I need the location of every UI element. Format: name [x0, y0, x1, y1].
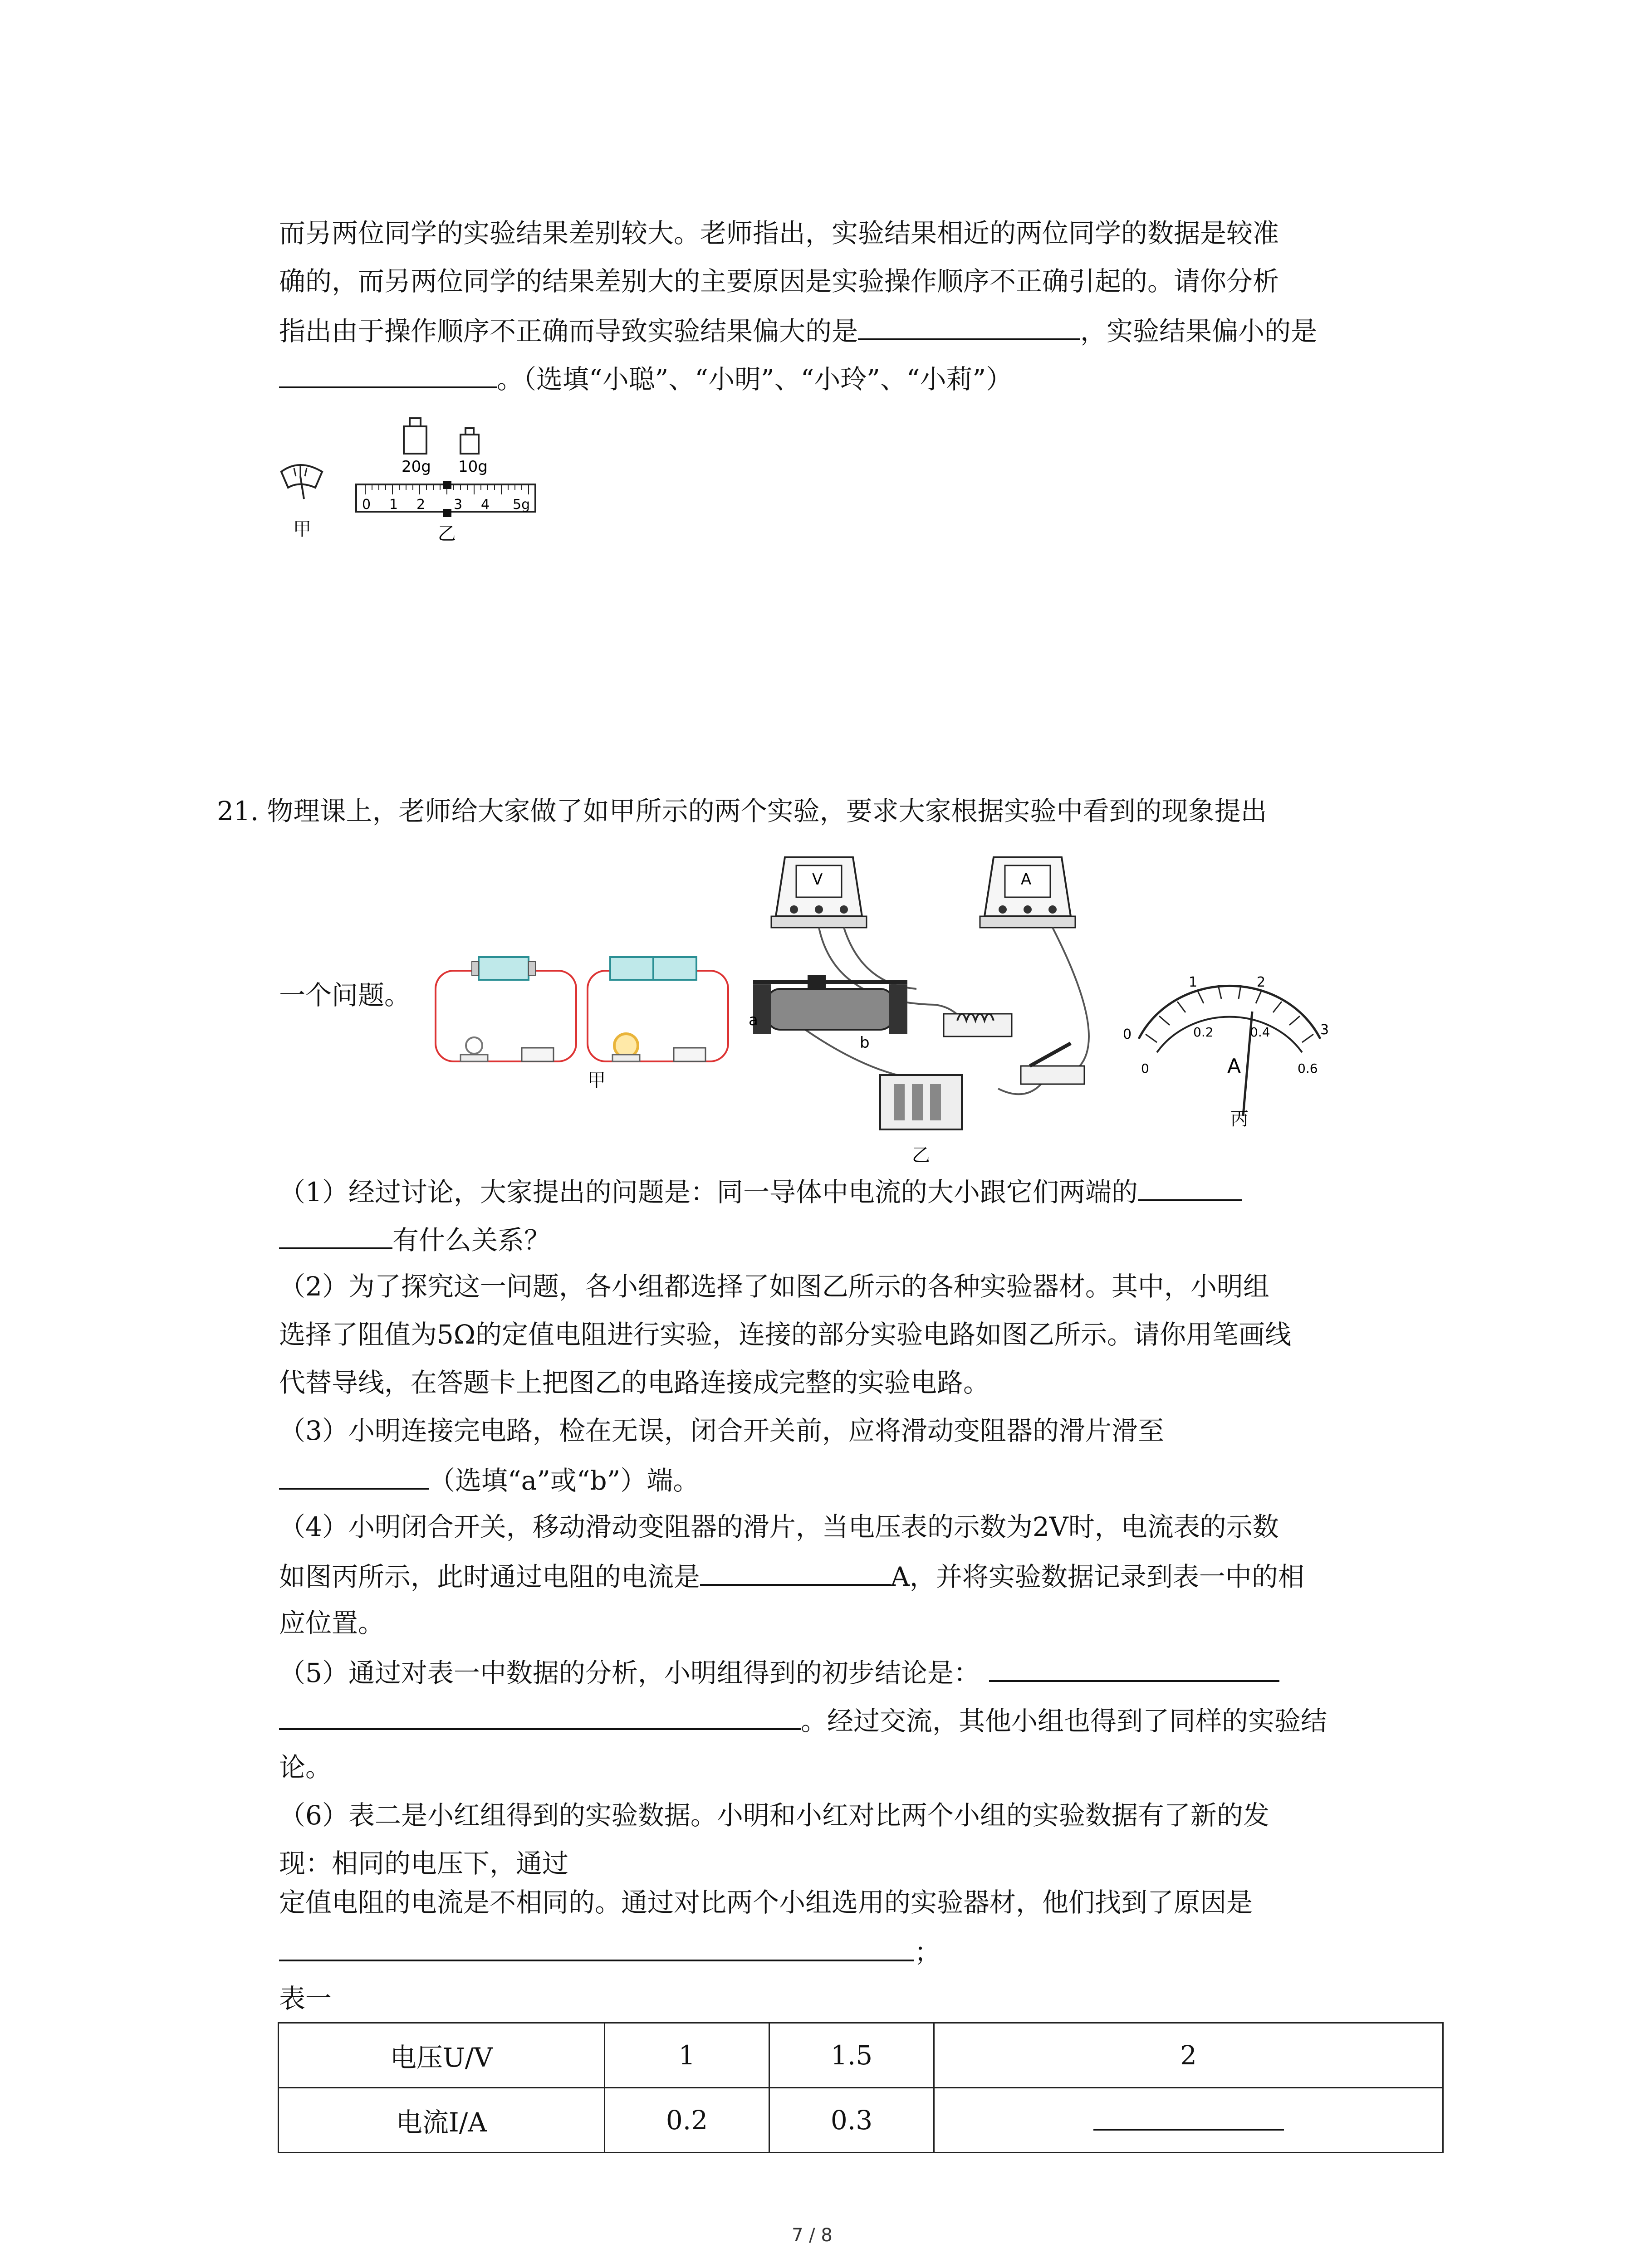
- dial-unit: A: [1227, 1055, 1241, 1078]
- subquestion-4: 应位置。: [279, 1608, 385, 1638]
- scale-tick-label: 1: [389, 497, 398, 513]
- table-title: 表一: [279, 1983, 332, 2014]
- answer-blank[interactable]: [700, 1559, 891, 1586]
- text-segment: 指出由于操作顺序不正确而导致实验结果偏大的是: [279, 316, 858, 347]
- table-cell: 2: [934, 2023, 1443, 2088]
- balance-pointer-dial: [281, 465, 322, 499]
- scale-tick-label: 0: [362, 497, 371, 513]
- dial-inner-tick: 0: [1141, 1061, 1149, 1076]
- paragraph-line: [279, 313, 1317, 347]
- answer-blank[interactable]: [279, 1462, 429, 1490]
- subquestion-2: 选择了阻值为5Ω的定值电阻进行实验，连接的部分实验电路如图乙所示。请你用笔画线: [279, 1319, 1291, 1350]
- subquestion-4: （4）小明闭合开关，移动滑动变阻器的滑片，当电压表的示数为2V时，电流表的示数: [279, 1511, 1279, 1542]
- subquestion-5: 论。: [279, 1752, 332, 1783]
- ammeter-label: A: [1021, 870, 1032, 889]
- circuit-right: [588, 957, 728, 1061]
- subquestion-5: [279, 1655, 1279, 1689]
- question-stem: 21. 物理课上，老师给大家做了如甲所示的两个实验，要求大家根据实验中看到的现象提出: [217, 796, 1267, 826]
- dial-outer-tick: 3: [1320, 1022, 1329, 1038]
- table-cell: 0.2: [605, 2088, 769, 2153]
- answer-blank[interactable]: [279, 1934, 914, 1961]
- paragraph-line: 而另两位同学的实验结果差别较大。老师指出，实验结果相近的两位同学的数据是较准: [279, 218, 1279, 249]
- subquestion-6: （6）表二是小红组得到的实验数据。小明和小红对比两个小组的实验数据有了新的发: [279, 1800, 1269, 1831]
- scale-tick-label: 5g: [513, 497, 530, 513]
- table-cell: 1.5: [769, 2023, 934, 2088]
- mass-label: 10g: [458, 458, 488, 476]
- answer-blank[interactable]: [1138, 1174, 1242, 1201]
- beam-scale: [356, 481, 535, 517]
- label-jia: 甲: [588, 1070, 606, 1089]
- dial-outer-tick: 2: [1257, 974, 1266, 990]
- dial-inner-tick: 0.2: [1193, 1025, 1214, 1040]
- ammeter: [980, 857, 1075, 928]
- weight-10g: [460, 428, 479, 454]
- text-segment: （5）通过对表一中数据的分析，小明组得到的初步结论是：: [279, 1657, 980, 1688]
- balance-figure: [272, 408, 554, 553]
- table-cell: 1: [605, 2023, 769, 2088]
- weight-20g: [404, 418, 426, 454]
- table-row: [279, 2023, 1443, 2088]
- paragraph-line: 确的，而另两位同学的结果差别大的主要原因是实验操作顺序不正确引起的。请你分析: [279, 266, 1279, 297]
- terminal-b-label: b: [860, 1034, 870, 1052]
- paragraph-line: [279, 361, 1012, 396]
- label-yi: 乙: [912, 1145, 930, 1166]
- scale-tick-label: 4: [481, 497, 490, 513]
- page-number: 7 / 8: [792, 2225, 833, 2246]
- subquestion-6: 定值电阻的电流是不相同的。通过对比两个小组选用的实验器材，他们找到了原因是: [279, 1887, 1253, 1918]
- label-bing: 丙: [1230, 1109, 1249, 1129]
- rheostat: [753, 975, 907, 1034]
- figure-yi-apparatus: [744, 853, 1107, 1170]
- table-row: [279, 2088, 1443, 2153]
- mass-label: 20g: [402, 458, 431, 476]
- fixed-resistor: [944, 1014, 1012, 1036]
- text-segment: （选填“a”或“b”）端。: [429, 1465, 700, 1496]
- dial-outer-tick: 0: [1123, 1026, 1132, 1042]
- answer-blank[interactable]: [279, 361, 497, 388]
- subquestion-3: [279, 1462, 699, 1497]
- label-jia: 甲: [293, 519, 311, 540]
- subquestion-6: [279, 1934, 941, 1969]
- scale-tick-label: 3: [454, 497, 463, 513]
- subquestion-2: （2）为了探究这一问题，各小组都选择了如图乙所示的各种实验器材。其中，小明组: [279, 1271, 1269, 1302]
- subquestion-1: [279, 1174, 1242, 1208]
- text-segment: ，实验结果偏小的是: [1080, 316, 1318, 347]
- dial-inner-tick: 0.6: [1298, 1061, 1318, 1076]
- voltmeter-label: V: [812, 870, 823, 889]
- answer-blank[interactable]: [1093, 2103, 1284, 2131]
- text-segment: A，并将实验数据记录到表一中的相: [891, 1561, 1304, 1592]
- text-segment: 有什么关系？: [392, 1225, 551, 1256]
- terminal-a-label: a: [749, 1011, 758, 1029]
- data-table: [278, 2022, 1444, 2153]
- label-yi: 乙: [438, 523, 456, 544]
- dial-inner-tick: 0.4: [1250, 1025, 1270, 1040]
- table-cell: 电压U/V: [279, 2023, 605, 2088]
- figure-bing-ammeter-dial: [1107, 943, 1361, 1134]
- answer-blank[interactable]: [279, 1222, 392, 1249]
- text-segment: 。经过交流，其他小组也得到了同样的实验结: [801, 1706, 1327, 1736]
- text-segment: ；: [914, 1937, 941, 1968]
- answer-blank[interactable]: [279, 1703, 801, 1730]
- answer-blank[interactable]: [989, 1655, 1279, 1682]
- subquestion-3: （3）小明连接完电路，检在无误，闭合开关前，应将滑动变阻器的滑片滑至: [279, 1415, 1164, 1446]
- subquestion-2: 代替导线，在答题卡上把图乙的电路连接成完整的实验电路。: [279, 1367, 990, 1398]
- table-cell: [934, 2088, 1443, 2153]
- subquestion-6: 现：相同的电压下，通过: [279, 1848, 569, 1879]
- text-segment: 。（选填“小聪”、“小明”、“小玲”、“小莉”）: [497, 364, 1013, 395]
- table-cell: 0.3: [769, 2088, 934, 2153]
- scale-tick-label: 2: [416, 497, 426, 513]
- question-stem: 一个问题。: [279, 980, 411, 1011]
- subquestion-4: [279, 1559, 1304, 1593]
- voltmeter: [771, 857, 867, 928]
- dial-outer-tick: 1: [1189, 974, 1198, 990]
- circuit-left: [436, 957, 576, 1061]
- battery: [880, 1075, 962, 1129]
- subquestion-1: [279, 1222, 550, 1256]
- answer-blank[interactable]: [858, 313, 1080, 340]
- figure-jia-circuits: [431, 934, 740, 1089]
- subquestion-5: [279, 1703, 1327, 1737]
- text-segment: （1）经过讨论，大家提出的问题是：同一导体中电流的大小跟它们两端的: [279, 1177, 1138, 1207]
- switch: [1021, 1043, 1084, 1084]
- table-cell: 电流I/A: [279, 2088, 605, 2153]
- text-segment: 如图丙所示，此时通过电阻的电流是: [279, 1561, 700, 1592]
